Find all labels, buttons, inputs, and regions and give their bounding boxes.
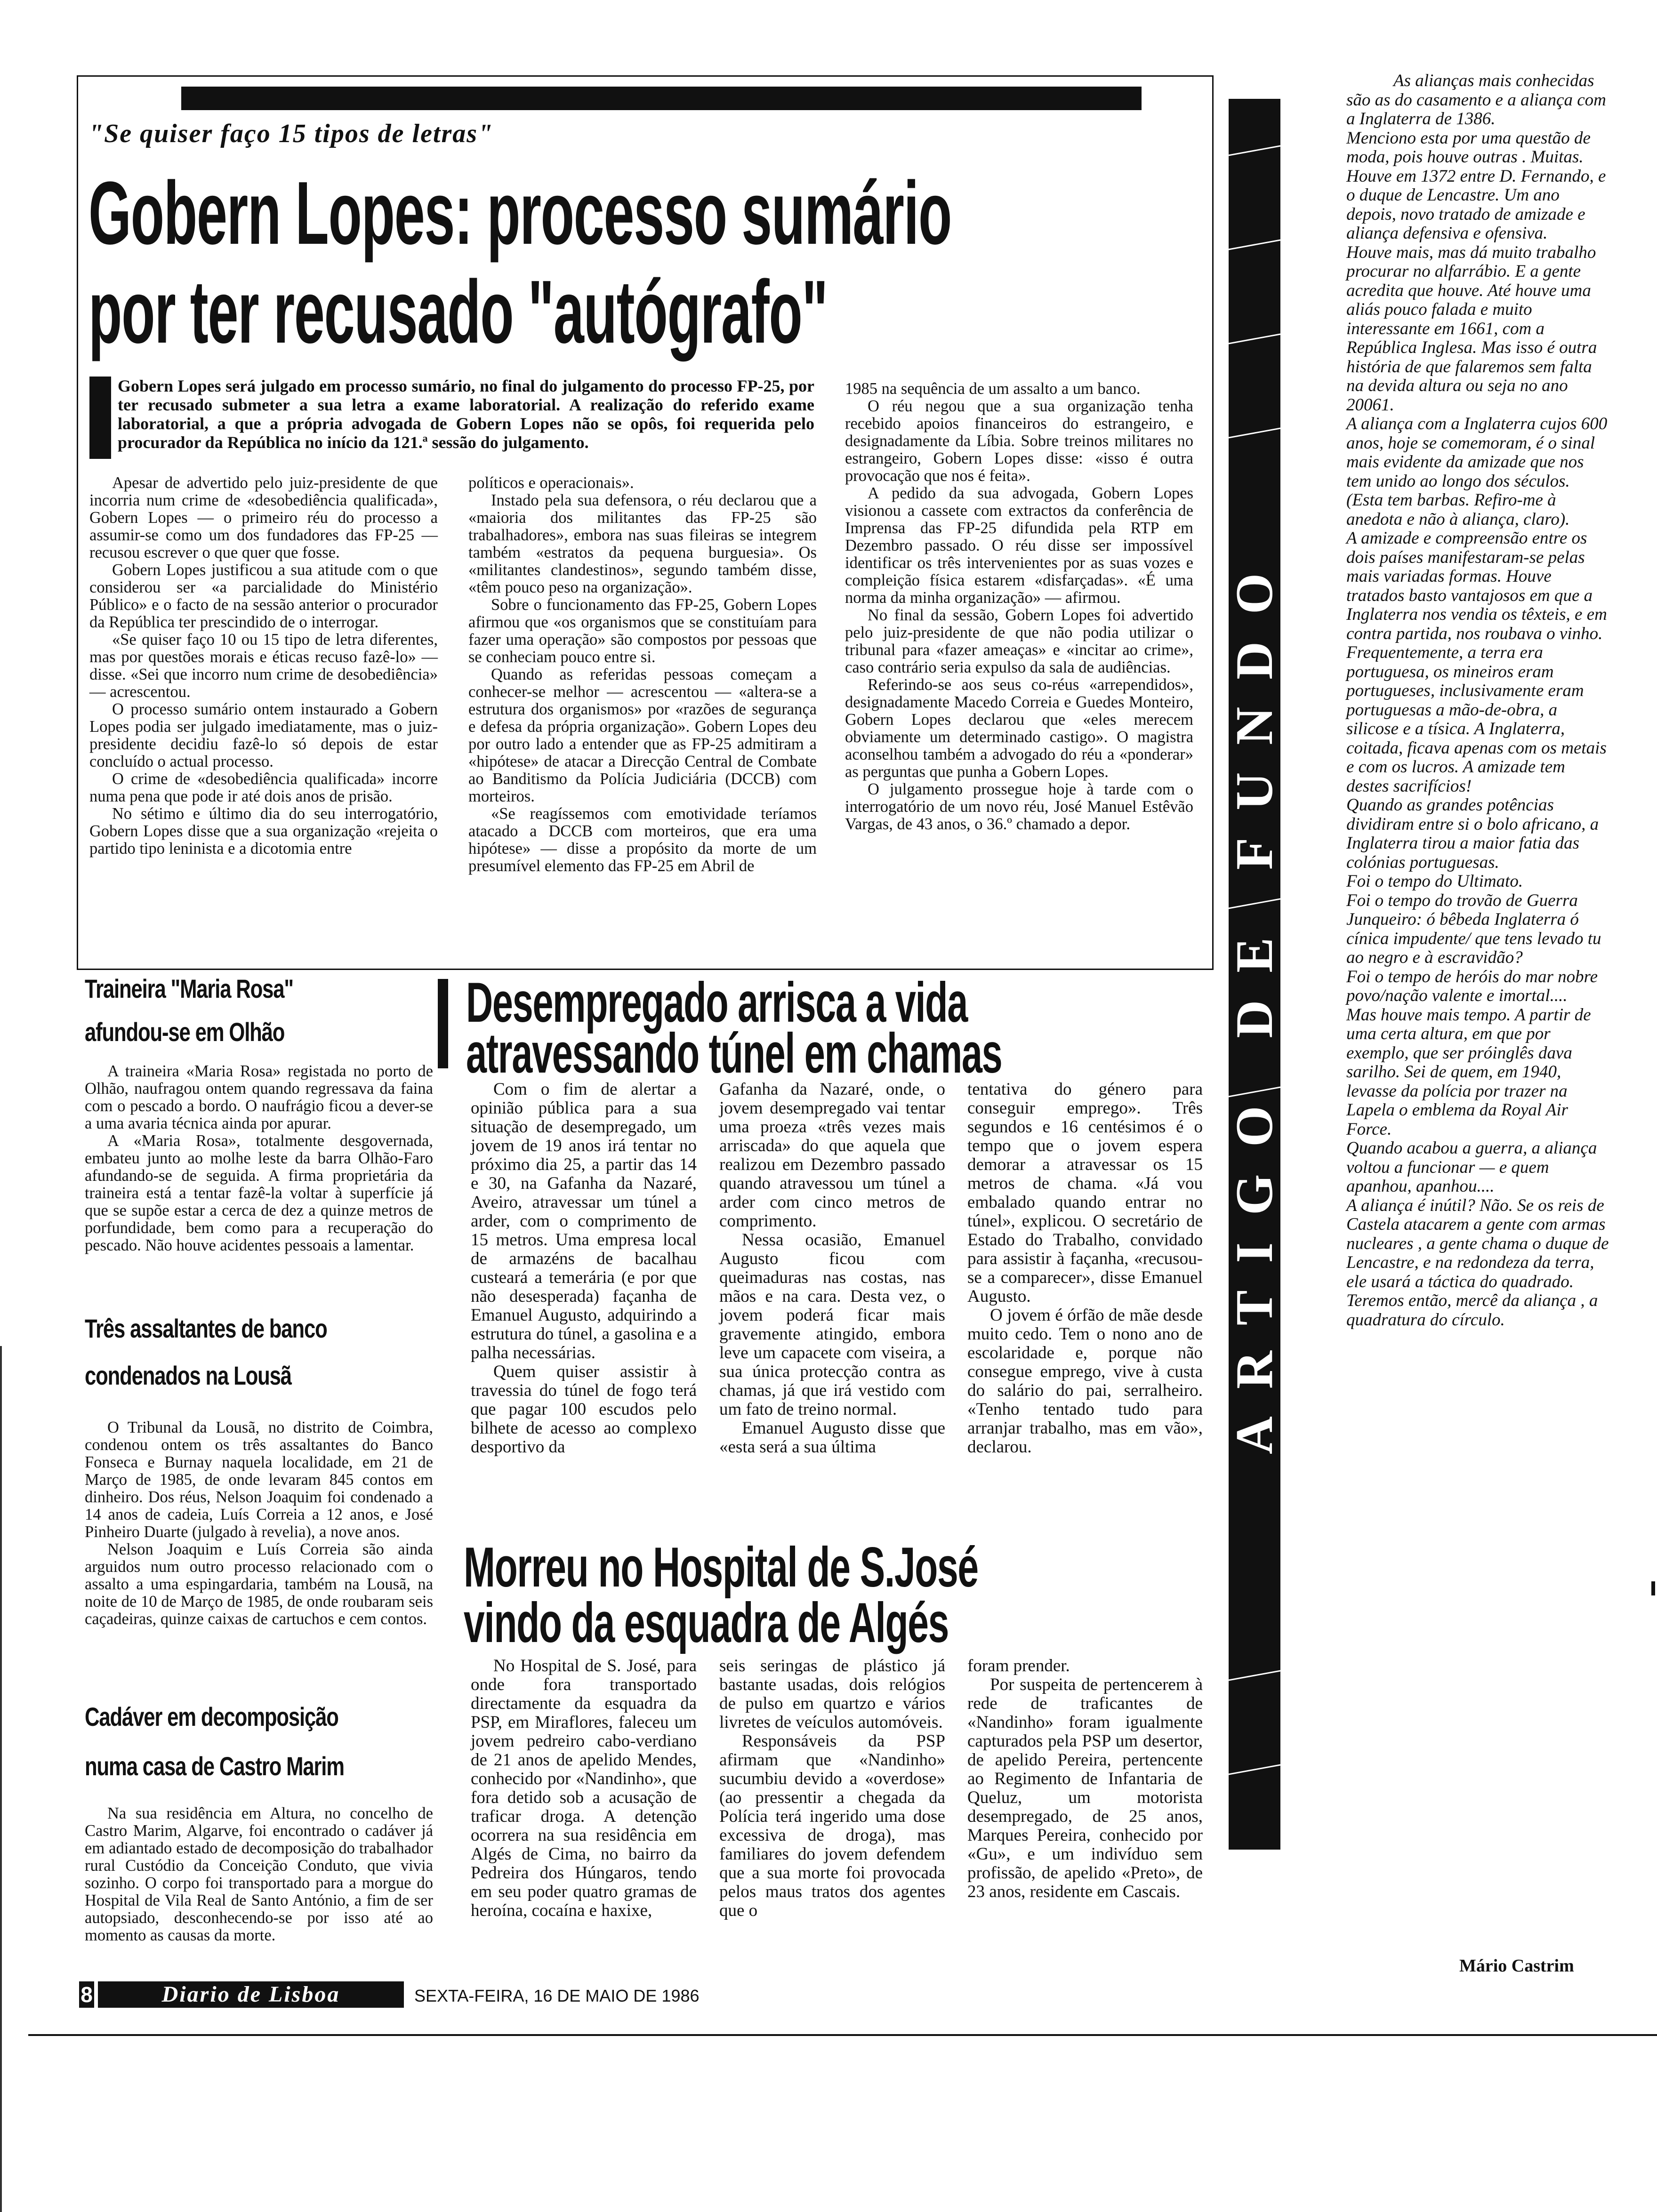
top-story-col-2: políticos e operacionais». Instado pela sua defensora, o réu declarou que a «maioria dos militantes das FP-25 são trabalhadores», embora nas suas fileiras se integrem também «estratos da pequena burguesia». Os «militantes clandestinos», segundo também disse, «têm pouco peso na organização». Sobre o funcionamento das FP-25, Gobern Lopes afirmou que «os organismos que se constituíam para fazer uma operação» são compostos por pessoas que se conheciam pouco entre si. Quando as referidas pessoas começam a conhecer-se melhor — acrescentou — «altera-se a estrutura dos organismos» por «razões de segurança e defesa da própria organização». Gobern Lopes deu por outro lado a entender que as FP-25 admitiram a «hipótese» de atacar a Direcção Central de Combate ao Banditismo da Polícia Judiciária (DCCB) com morteiros. «Se reagíssemos com emotividade teríamos atacado a DCCB com morteiros, que era uma hipótese» — disse a propósito da morte de um presumível elemento das FP-25 em Abril de [468, 474, 817, 875]
tunnel-rule [438, 979, 448, 1068]
lead-rule [89, 377, 111, 459]
brief-2-headline-line-2: condenados na Lousã [85, 1361, 291, 1390]
brief-1-body: A traineira «Maria Rosa» registada no porto de Olhão, naufragou ontem quando regressava da faina com o pescado a bordo. O naufrágio ficou a dever-se a uma avaria técnica ainda por apurar. A «Maria Rosa», totalmente desgovernada, embateu junto ao molhe leste da barra Olhão-Faro afundando-se de seguida. A firma proprietária da traineira está a tentar fazê-la voltar à superfície já que se supõe estar a cerca de dez a quinze metros de porfundidade, bem como para a recuperação do pescado. Não houve acidentes pessoais a lamentar. [85, 1062, 433, 1254]
brief-3-body: Na sua residência em Altura, no concelho de Castro Marim, Algarve, foi encontrado o cadáver já em adiantado estado de decomposição do trabalhador rural Custódio da Conceição Conduto, que vivia sozinho. O corpo foi transportado para a morgue do Hospital de Vila Real de Santo António, a fim de ser autopsiado, desconhecendo-se por isso até ao momento as causas da morte. [85, 1804, 433, 1944]
brief-3-headline-line-2: numa casa de Castro Marim [85, 1751, 344, 1781]
hospital-headline-line-2: vindo da esquadra de Algés [464, 1591, 949, 1654]
right-edge-mark [1651, 1581, 1655, 1595]
top-story-col-3: 1985 na sequência de um assalto a um banco. O réu negou que a sua organização tenha recebido apoios financeiros do estrangeiro, e designadamente da Líbia. Sobre treinos militares no estrangeiro, Gobern Lopes disse: «isso é outra provocação que nos é feita». A pedido da sua advogada, Gobern Lopes visionou a cassete com extractos da conferência de Imprensa das FP-25 difundida pela RTP em Dezembro passado. O réu disse ser impossível identificar os três intervenientes por as suas vozes e compleição física estarem «disfarçadas». «É uma norma da minha organização» — afirmou. No final da sessão, Gobern Lopes foi advertido pelo juiz-presidente de que não podia utilizar o tribunal para «fazer ameaças» e «incitar ao crime», caso contrário seria expulso da sala de audiências. Referindo-se aos seus co-réus «arrependidos», designadamente Macedo Correia e Guedes Monteiro, Gobern Lopes declarou que «eles merecem obviamente um determinado castigo». O magistra aconselhou também a advogado do réu a «ponderar» as perguntas que punha a Gobern Lopes. O julgamento prossegue hoje à tarde com o interrogatório de um novo réu, José Manuel Estêvão Vargas, de 43 anos, o 36.º chamado a depor. [845, 380, 1193, 833]
headline-line-1: Gobern Lopes: processo sumário [88, 163, 952, 263]
masthead [98, 1981, 404, 2008]
tunnel-col-2: Gafanha da Nazaré, onde, o jovem desempregado vai tentar uma proeza «três vezes mais arriscada» do que aquela que realizou em Dezembro passado quando atravessou um túnel a arder com cinco metros de comprimento. Nessa ocasião, Emanuel Augusto ficou com queimaduras nas costas, nas mãos e na cara. Desta vez, o jovem poderá ficar mais gravemente atingido, embora leve um capacete com viseira, a sua única protecção contra as chamas, já que irá vestido com um fato de treino normal. Emanuel Augusto disse que «esta será a sua última [719, 1080, 945, 1457]
page-number [79, 1981, 94, 2008]
headline-line-2: por ter recusado "autógrafo" [88, 262, 828, 362]
brief-1-headline-line-2: afundou-se em Olhão [85, 1017, 285, 1047]
top-story-col-1: Apesar de advertido pelo juiz-presidente de que incorria num crime de «desobediência qualificada», Gobern Lopes — o primeiro réu do processo a assumir-se como um dos fundadores das FP-25 — recusou escrever o que quer que fosse. Gobern Lopes justificou a sua atitude com o que considerou ser «a parcialidade do Ministério Público» e o facto de na sessão anterior o procurador da República ter prescindido de o interrogar. «Se quiser faço 10 ou 15 tipo de letra diferentes, mas por questões morais e éticas recuso fazê-lo» — disse. «Sei que incorro num crime de desobediência» — acrescentou. O processo sumário ontem instaurado a Gobern Lopes podia ser julgado imediatamente, mas o juiz-presidente decidiu fazê-lo só depois de estar concluído o actual processo. O crime de «desobediência qualificada» incorre numa pena que pode ir até dois anos de prisão. No sétimo e último dia do seu interrogatório, Gobern Lopes disse que a sua organização «rejeita o partido tipo leninista e a dicotomia entre [89, 474, 438, 858]
kicker: "Se quiser faço 15 tipos de letras" [88, 119, 494, 148]
tunnel-col-1: Com o fim de alertar a opinião pública para a sua situação de desempregado, um jovem de 19 anos irá tentar no próximo dia 25, a partir das 14 e 30, na Gafanha da Nazaré, Aveiro, atravessar um túnel a arder, com o comprimento de 15 metros. Uma empresa local de armazéns de bacalhau custeará a temerária (e por que não desesperada) façanha de Emanuel Augusto, adquirindo a estrutura do túnel, a gasolina e a palha necessárias. Quem quiser assistir à travessia do túnel de fogo terá que pagar 100 escudos pelo bilhete de acesso ao complexo desportivo da [471, 1080, 697, 1457]
page-number-text: 8 [80, 1982, 93, 2007]
hospital-col-1: No Hospital de S. José, para onde fora transportado directamente da esquadra da PSP, em Miraflores, faleceu um jovem pedreiro cabo-verdiano de 21 anos de apelido Mendes, conhecido por «Nandinho», que fora detido sob a acusação de traficar droga. A detenção ocorrera na sua residência em Algés de Cima, no bairro da Pedreira dos Húngaros, tendo em seu poder quatro gramas de heroína, cocaína e haxixe, [471, 1656, 697, 1920]
lead-paragraph: Gobern Lopes será julgado em processo sumário, no final do julgamento do processo FP-25, por ter recusado submeter a sua letra a exame laboratorial. A realização do referido exame laboratorial, a que a própria advogada de Gobern Lopes não se opôs, foi requerida pelo procurador da República no início da 121.ª sessão do julgamento. [118, 377, 814, 452]
masthead-text: Diario de Lisboa [161, 1982, 340, 2007]
footer-rule [28, 2034, 1657, 2036]
opinion-author: Mário Castrim [1459, 1956, 1574, 1976]
hospital-headline-line-1: Morreu no Hospital de S.José [464, 1536, 978, 1599]
top-black-bar [181, 87, 1142, 110]
tunnel-headline-line-2: atravessando túnel em chamas [466, 1022, 1002, 1085]
hospital-col-2: seis seringas de plástico já bastante usadas, dois relógios de pulso em quartzo e vários livretes de veículos automóveis. Responsáveis da PSP afirmam que «Nandinho» sucumbiu devido a «overdose» (ao pressentir a chegada da Polícia terá ingerido uma dose excessiva de droga), mas familiares do jovem defendem que a sua morte foi provocada pelos maus tratos dos agentes que o [719, 1656, 945, 1920]
tunnel-headline-line-1: Desempregado arrisca a vida [466, 971, 967, 1034]
brief-2-body: O Tribunal da Lousã, no distrito de Coimbra, condenou ontem os três assaltantes do Banco Fonseca e Burnay naquela localidade, em 21 de Março de 1985, de onde levaram 845 contos em dinheiro. Dos réus, Nelson Joaquim foi condenado a 14 anos de cadeia, Luís Correia a 12 anos, e José Pinheiro Duarte (julgado à revelia), a nove anos. Nelson Joaquim e Luís Correia são ainda arguidos num outro processo relacionado com o assalto a uma espingardaria, também na Lousã, na noite de 10 de Março de 1985, de onde roubaram seis caçadeiras, quinze caixas de cartuchos e cem contos. [85, 1419, 433, 1628]
tunnel-col-3: tentativa do género para conseguir emprego». Três segundos e 16 centésimos é o tempo que o jovem espera demorar a atravessar os 15 metros de chama. «Já vou embalado quando entrar no túnel», explicou. O secretário de Estado do Trabalho, convidado para assistir à façanha, «recusou-se a comparecer», disse Emanuel Augusto. O jovem é órfão de mãe desde muito cedo. Tem o nono ano de escolaridade e, porque não consegue emprego, vive à custa do salário do pai, serralheiro. «Tenho tentado tudo para arranjar trabalho, mas em vão», declarou. [967, 1080, 1203, 1457]
left-edge-line [0, 1346, 2, 2212]
opinion-column: As alianças mais conhecidas são as do casamento e a aliança com a Inglaterra de 1386. Menciono esta por uma questão de moda, pois houve outras . Muitas. Houve em 1372 entre D. Fernando, e o duque de Lencastre. Um ano depois, novo tratado de amizade e aliança defensiva e ofensiva. Houve mais, mas dá muito trabalho procurar no alfarrábio. E a gente acredita que houve. Até houve uma aliás pouco falada e muito interessante em 1661, com a República Inglesa. Mas isso é outra história de que falaremos sem falta na devida altura ou seja no ano 20061. A aliança com a Inglaterra cujos 600 anos, hoje se comemoram, é o sinal mais evidente da amizade que nos tem unido ao longo dos séculos. (Esta tem barbas. Refiro-me à anedota e não à aliança, claro). A amizade e compreensão entre os dois países manifestaram-se pelas mais variadas formas. Houve tratados basto vantajosos em que a Inglaterra nos vendia os têxteis, e em contra partida, nos roubava o vinho. Frequentemente, a terra era portuguesa, os mineiros eram portugueses, inclusivamente eram portuguesas a mão-de-obra, a silicose e a tísica. A Inglaterra, coitada, ficava apenas com os metais e com os lucros. A amizade tem destes sacrifícios! Quando as grandes potências dividiram entre si o bolo africano, a Inglaterra tirou a maior fatia das colónias portuguesas. Foi o tempo do Ultimato. Foi o tempo do trovão de Guerra Junqueiro: ó bêbeda Inglaterra ó cínica impudente/ que tens levado tu ao negro e à escravidão? Foi o tempo de heróis do mar nobre povo/nação valente e imortal.... Mas houve mais tempo. A partir de uma certa altura, em que por exemplo, que ser próinglês dava sarilho. Sei de quem, em 1940, levasse da polícia por trazer na Lapela o emblema da Royal Air Force. Quando acabou a guerra, a aliança voltou a funcionar — e quem apanhou, apanhou.... A aliança é inútil? Não. Se os reis de Castela atacarem a gente com armas nucleares , a gente chama o duque de Lencastre, e na redondeza da terra, ele usará a táctica do quadrado. Teremos então, mercê da aliança , a quadratura do círculo. [1346, 71, 1609, 1330]
hospital-col-3: foram prender. Por suspeita de pertencerem à rede de traficantes de «Nandinho» foram igualmente capturados pela PSP um desertor, de apelido Pereira, pertencente ao Regimento de Infantaria de Queluz, um motorista desempregado, de 25 anos, Marques Pereira, conhecido por «Gu», e um indivíduo sem profissão, de apelido «Preto», de 23 anos, residente em Cascais. [967, 1656, 1203, 1901]
brief-2-headline-line-1: Três assaltantes de banco [85, 1314, 327, 1343]
column-banner-label: ARTIGO DE FUNDO [1225, 545, 1284, 1454]
column-banner [1225, 99, 1284, 1850]
brief-1-headline-line-1: Traineira "Maria Rosa" [85, 974, 293, 1003]
brief-3-headline-line-1: Cadáver em decomposição [85, 1702, 338, 1731]
issue-date: SEXTA-FEIRA, 16 DE MAIO DE 1986 [414, 1986, 700, 2005]
